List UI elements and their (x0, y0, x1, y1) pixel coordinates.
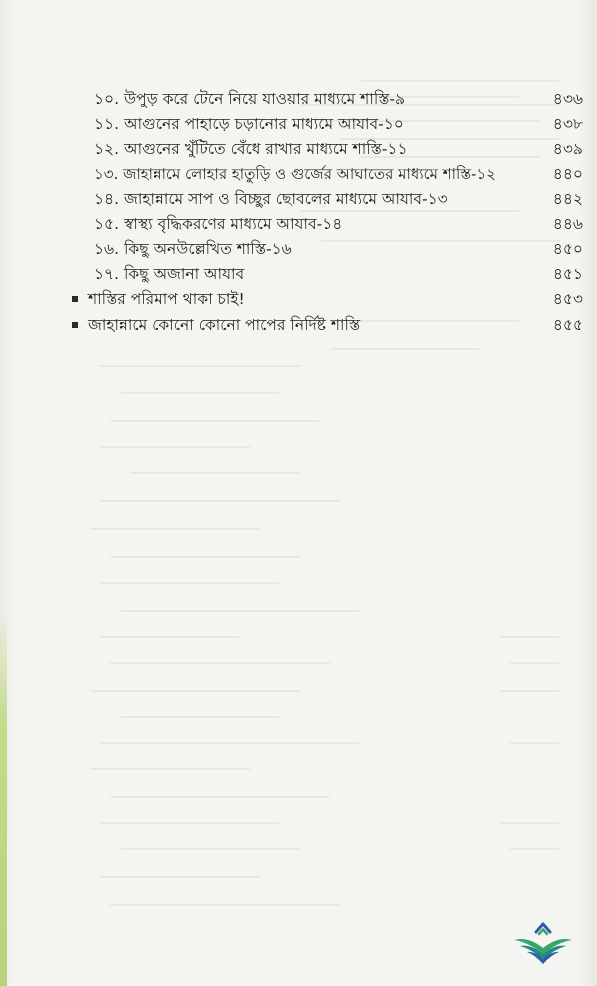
toc-entry-page: ৪৫৫ (552, 316, 583, 334)
toc-entry-page: ৪৫৩ (552, 290, 583, 308)
bleed-through-line (90, 528, 260, 530)
toc-entry (0, 260, 597, 288)
toc-entry-page: ৪৩৯ (552, 140, 583, 158)
bleed-through-line (110, 662, 330, 664)
bleed-through-line (120, 610, 360, 612)
bullet-square-icon (72, 322, 78, 328)
bleed-through-line (90, 690, 300, 692)
publisher-logo-icon (512, 918, 574, 968)
toc-entry-page: ৪৩৮ (552, 115, 583, 133)
toc-entry (0, 135, 597, 163)
bleed-through-line (510, 662, 560, 664)
toc-entry-title: ১৭. কিছু অজানা আযাব (94, 265, 245, 283)
toc-entry-title: ১৬. কিছু অনউল্লেখিত শাস্তি-১৬ (94, 240, 292, 258)
bleed-through-line (100, 446, 250, 448)
bleed-through-line (110, 904, 340, 906)
bleed-through-line (100, 822, 280, 824)
toc-entry-title: ১১. আগুনের পাহাড়ে চড়ানোর মাধ্যমে আযাব-১০ (94, 115, 404, 133)
toc-entry-page: ৪৫১ (552, 265, 583, 283)
toc-entry (0, 311, 597, 339)
toc-entry-title: ১৪. জাহান্নামে সাপ ও বিচ্ছুর ছোবলের মাধ্যমে আযাব-১৩ (94, 190, 448, 208)
bleed-through-line (100, 582, 280, 584)
bleed-through-line (500, 822, 560, 824)
bleed-through-line (500, 690, 560, 692)
toc-entry-page: ৪৫০ (552, 240, 583, 258)
toc-entry-title: ১৩. জাহান্নামে লোহার হাতুড়ি ও গুর্জের আঘাতের মাধ্যমে শাস্তি-১২ (94, 165, 496, 183)
toc-entry-page: ৪৩৬ (552, 90, 583, 108)
bleed-through-line (500, 636, 560, 638)
bleed-through-line (360, 80, 560, 82)
bleed-through-line (120, 392, 280, 394)
toc-entry (0, 110, 597, 138)
toc-entry-title: ১০. উপুড় করে টেনে নিয়ে যাওয়ার মাধ্যমে শাস্তি-৯ (94, 90, 406, 108)
bleed-through-line (120, 716, 280, 718)
bleed-through-line (110, 556, 300, 558)
toc-entry-title: জাহান্নামে কোনো কোনো পাপের নির্দিষ্ট শাস্তি (88, 316, 361, 334)
toc-entry-page: ৪৪২ (552, 190, 583, 208)
bleed-through-line (100, 365, 300, 367)
bleed-through-line (120, 848, 300, 850)
page-edge-strip (0, 610, 7, 986)
bleed-through-line (330, 348, 480, 350)
toc-entry-page: ৪৪০ (552, 165, 583, 183)
toc-entry-title: ১২. আগুনের খুঁটিতে বেঁধে রাখার মাধ্যমে শাস্তি-১১ (94, 140, 408, 158)
bleed-through-line (130, 472, 300, 474)
bleed-through-line (110, 796, 330, 798)
toc-entry-title: শাস্তির পরিমাপ থাকা চাই! (88, 290, 245, 308)
toc-entry (0, 235, 597, 263)
toc-entry-page: ৪৪৬ (552, 215, 583, 233)
toc-entry (0, 85, 597, 113)
toc-entry (0, 210, 597, 238)
toc-entry (0, 185, 597, 213)
bleed-through-line (510, 742, 560, 744)
bleed-through-line (100, 876, 260, 878)
bleed-through-line (100, 500, 340, 502)
bleed-through-line (90, 768, 250, 770)
toc-entry (0, 160, 597, 188)
bleed-through-line (100, 742, 360, 744)
bleed-through-line (110, 420, 320, 422)
toc-entry (0, 285, 597, 313)
bleed-through-line (510, 848, 560, 850)
toc-entry-title: ১৫. স্বাস্থ্য বৃদ্ধিকরণের মাধ্যমে আযাব-১৪ (94, 215, 343, 233)
bleed-through-line (100, 636, 240, 638)
bullet-square-icon (72, 296, 78, 302)
